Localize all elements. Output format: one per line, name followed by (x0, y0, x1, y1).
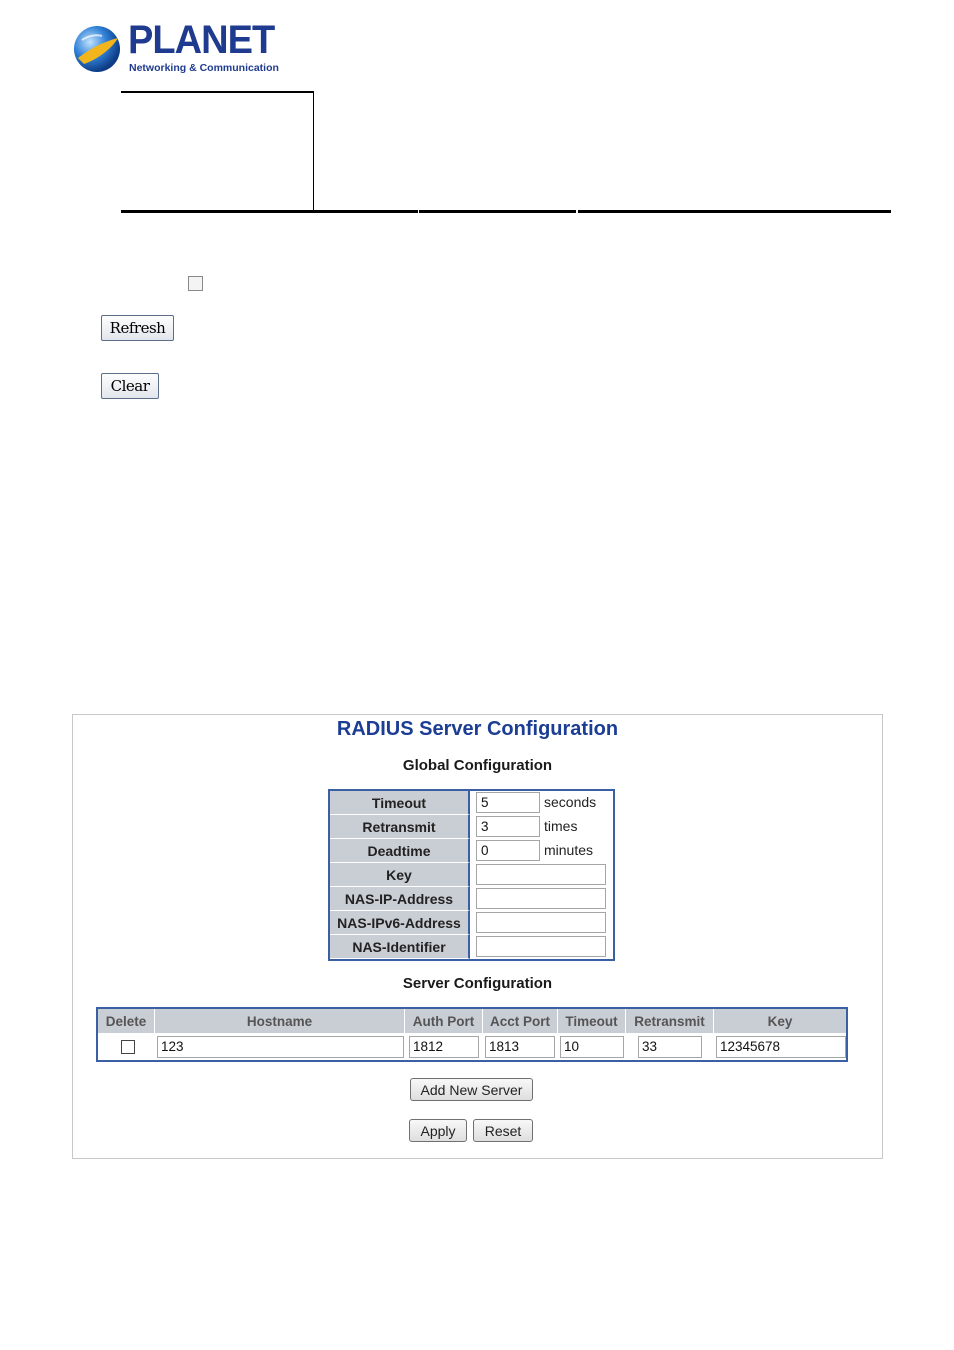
delete-checkbox[interactable] (121, 1040, 135, 1054)
col-key: Key (714, 1009, 846, 1033)
global-label: Key (330, 863, 470, 887)
doc-rule-bottom-3 (578, 210, 891, 213)
col-timeout: Timeout (558, 1009, 626, 1033)
radius-config-panel (72, 714, 883, 1159)
global-row-nas-ipv6 (330, 911, 613, 935)
timeout-input[interactable]: 5 (476, 792, 540, 813)
doc-rule-top (121, 91, 314, 93)
global-label: Timeout (330, 791, 470, 815)
server-config-title: Server Configuration (402, 975, 553, 992)
col-acct-port: Acct Port (483, 1009, 558, 1033)
key-input[interactable] (476, 864, 606, 885)
doc-rule-bottom-2 (419, 210, 576, 213)
global-row-nas-identifier (330, 935, 613, 959)
brand-name: PLANET (128, 18, 275, 62)
deadtime-unit: minutes (544, 842, 594, 858)
global-label: NAS-IPv6-Address (330, 911, 470, 935)
page-title: RADIUS Server Configuration (336, 718, 619, 740)
timeout-unit: seconds (544, 794, 597, 810)
doc-rule-bottom-1 (121, 210, 418, 213)
global-row-timeout (330, 791, 613, 815)
col-hostname: Hostname (155, 1009, 405, 1033)
global-label: NAS-Identifier (330, 935, 470, 959)
global-row-nas-ip (330, 887, 613, 911)
clear-button[interactable]: Clear (101, 373, 159, 399)
planet-logo (72, 18, 279, 78)
brand-tagline: Networking & Communication (129, 62, 279, 74)
planet-globe-icon (72, 24, 122, 74)
acct-port-input[interactable]: 1813 (485, 1036, 555, 1058)
global-label: Retransmit (330, 815, 470, 839)
nas-ipv6-input[interactable] (476, 912, 606, 933)
global-config-table (328, 789, 615, 961)
global-row-retransmit (330, 815, 613, 839)
auth-port-input[interactable]: 1812 (409, 1036, 479, 1058)
nas-ip-input[interactable] (476, 888, 606, 909)
deadtime-input[interactable]: 0 (476, 840, 540, 861)
server-config-table (96, 1007, 848, 1062)
nas-identifier-input[interactable] (476, 936, 606, 957)
doc-checkbox[interactable] (188, 276, 203, 291)
server-timeout-input[interactable]: 10 (560, 1036, 624, 1058)
reset-button[interactable]: Reset (473, 1119, 533, 1142)
apply-button[interactable]: Apply (409, 1119, 467, 1142)
server-retransmit-input[interactable]: 33 (638, 1036, 702, 1058)
refresh-button[interactable]: Refresh (101, 315, 174, 341)
retransmit-unit: times (544, 818, 578, 834)
global-label: NAS-IP-Address (330, 887, 470, 911)
col-delete: Delete (98, 1009, 155, 1033)
add-new-server-button[interactable]: Add New Server (410, 1078, 533, 1101)
doc-rule-vertical (313, 91, 314, 212)
col-retransmit: Retransmit (626, 1009, 714, 1033)
retransmit-input[interactable]: 3 (476, 816, 540, 837)
hostname-input[interactable]: 123 (157, 1036, 404, 1058)
global-config-title: Global Configuration (402, 757, 553, 774)
global-row-deadtime (330, 839, 613, 863)
col-auth-port: Auth Port (405, 1009, 483, 1033)
global-row-key (330, 863, 613, 887)
global-label: Deadtime (330, 839, 470, 863)
server-key-input[interactable]: 12345678 (716, 1036, 846, 1058)
